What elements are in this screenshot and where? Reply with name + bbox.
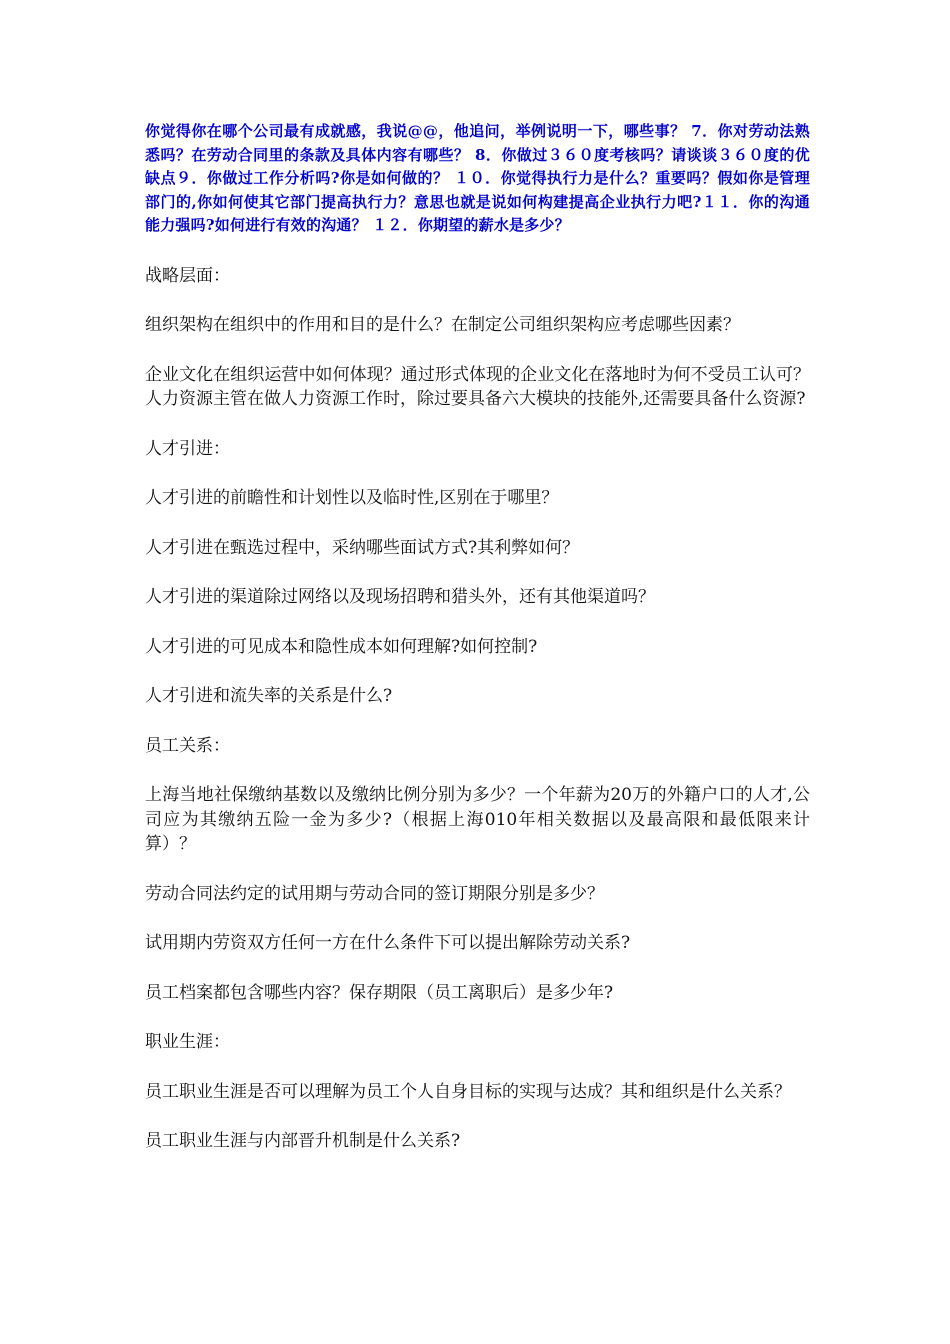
question-paragraph: 人才引进的前瞻性和计划性以及临时性,区别在于哪里？	[145, 488, 559, 508]
question-paragraph: 企业文化在组织运营中如何体现？通过形式体现的企业文化在落地时为何不受员工认可？人力资源主管在做人力资源工作时，除过要具备六大模块的技能外,还需要具备什么资源?	[145, 364, 810, 409]
question-paragraph: 员工职业生涯是否可以理解为员工个人自身目标的实现与达成？其和组织是什么关系？	[145, 1081, 791, 1102]
question-paragraph: 组织架构在组织中的作用和目的是什么？在制定公司组织架构应考虑哪些因素？	[145, 315, 740, 335]
question-paragraph: 试用期内劳资双方任何一方在什么条件下可以提出解除劳动关系?	[145, 933, 631, 953]
question-paragraph: 员工档案都包含哪些内容？保存期限（员工离职后）是多少年?	[145, 982, 614, 1003]
section-heading-talent: 人才引进：	[145, 438, 230, 459]
question-paragraph: 人才引进的可见成本和隐性成本如何理解?如何控制?	[145, 636, 538, 657]
question-paragraph: 人才引进和流失率的关系是什么?	[145, 686, 393, 706]
question-paragraph: 人才引进的渠道除过网络以及现场招聘和猎头外，还有其他渠道吗？	[145, 587, 655, 607]
intro-paragraph: 你觉得你在哪个公司最有成就感，我说@@，他追问，举例说明一下，哪些事？ 7．你对劳动法熟悉吗？在劳动合同里的条款及具体内容有哪些？ 8．你做过３６０度考核吗？请谈谈３６０度的优缺点９．你做过工作分析吗?你是如何做的？ １０．你觉得执行力是什么？重要吗？假如你是管理部门的,你如何使其它部门提高执行力？意思也就是说如何构建提高企业执行力吧?１１．你的沟通能力强吗?如何进行有效的沟通？ １２．你期望的薪水是多少？	[145, 122, 810, 234]
question-paragraph: 上海当地社保缴纳基数以及缴纳比例分别为多少？一个年薪为20万的外籍户口的人才,公司应为其缴纳五险一金为多少?（根据上海010年相关数据以及最高限和最低限来计算）？	[145, 785, 810, 854]
section-heading-employee-relations: 员工关系：	[145, 735, 230, 756]
question-paragraph: 员工职业生涯与内部晋升机制是什么关系?	[145, 1131, 461, 1151]
document-page	[145, 120, 810, 1179]
question-paragraph: 人才引进在甄选过程中，采纳哪些面试方式?其利弊如何？	[145, 537, 580, 558]
section-heading-career: 职业生涯：	[145, 1032, 230, 1052]
section-heading-strategy: 战略层面：	[145, 265, 230, 286]
question-paragraph: 劳动合同法约定的试用期与劳动合同的签订期限分别是多少？	[145, 883, 604, 904]
